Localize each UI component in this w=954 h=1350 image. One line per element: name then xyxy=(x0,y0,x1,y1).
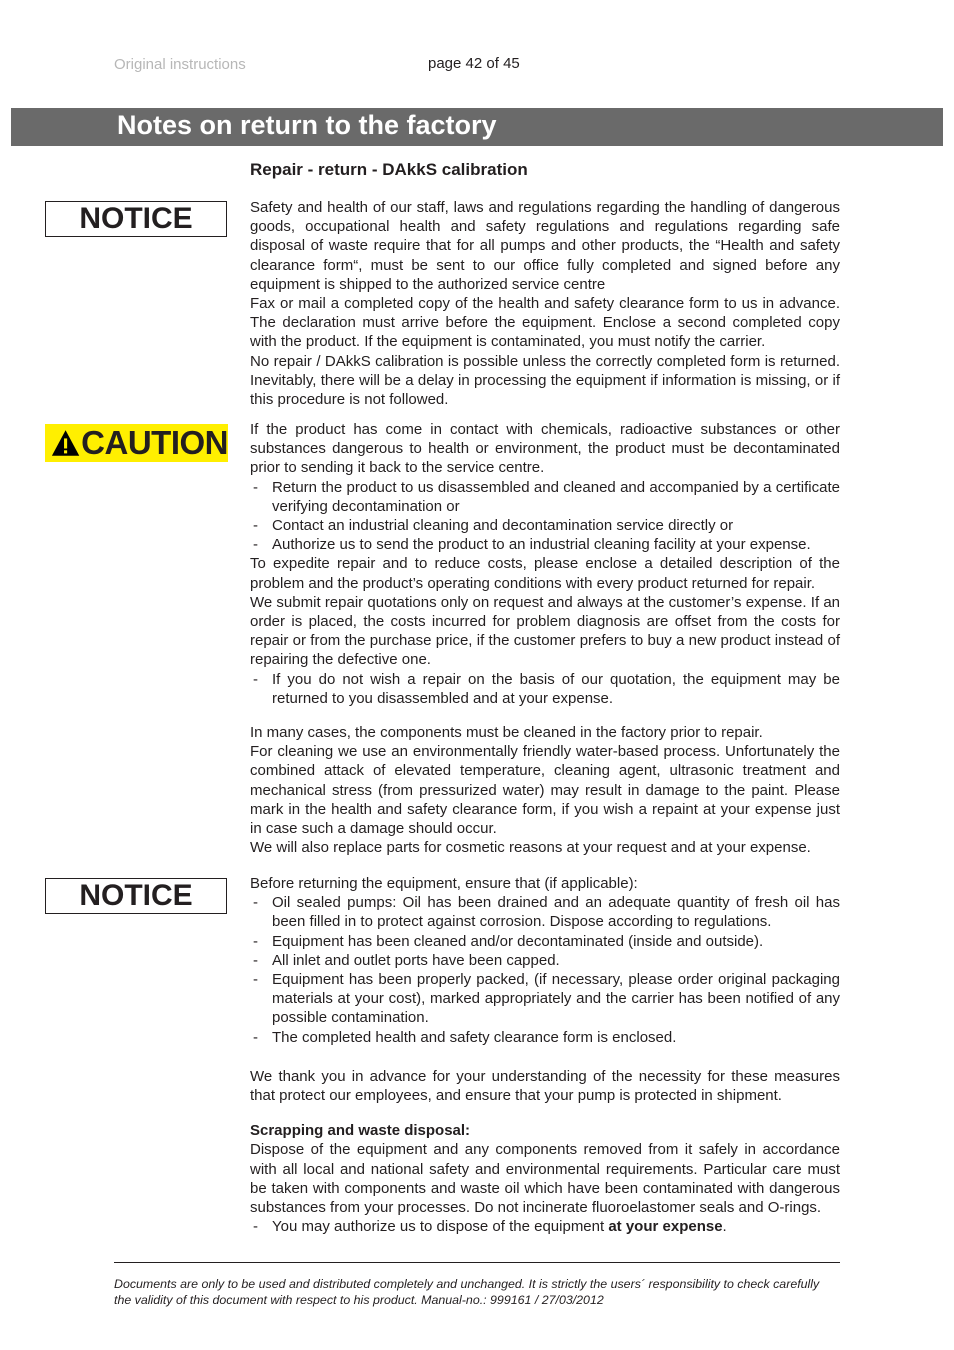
list xyxy=(250,1217,840,1236)
warning-triangle-icon xyxy=(51,428,80,458)
footer-line: the validity of this document with respect to his product. Manual-no.: 999161 / 27/03/2012 xyxy=(114,1293,604,1307)
section-subheading: Repair - return - DAkkS calibration xyxy=(250,160,528,179)
list-item: - The completed health and safety clearance form is enclosed. xyxy=(250,1028,840,1047)
paragraph: We will also replace parts for cosmetic reasons at your request and at your expense. xyxy=(250,839,811,857)
paragraph: Fax or mail a completed copy of the health and safety clearance form to us in advance. The declaration must arrive before the equipment. Enclose a second completed copy with the product. If the equipment is contaminated, you must notify the carrier. xyxy=(250,295,840,351)
paragraph: No repair / DAkkS calibration is possible unless the correctly completed form is returned. Inevitably, there will be a delay in processing the equipment if information is missing, or if this procedure is not followed. xyxy=(250,352,840,409)
list-item: - Equipment has been cleaned and/or decontaminated (inside and outside). xyxy=(250,932,840,951)
caution-label xyxy=(45,424,228,462)
list-item: - Return the product to us disassembled and cleaned and accompanied by a certificate verifying decontamination or xyxy=(250,478,840,516)
list-item xyxy=(250,1217,840,1236)
page-title: Notes on return to the factory xyxy=(117,110,497,140)
notice-label: NOTICE xyxy=(45,201,227,237)
header-left: Original instructions xyxy=(114,56,246,73)
paragraph: Before returning the equipment, ensure that (if applicable): xyxy=(250,875,638,892)
section-health-safety xyxy=(250,198,840,409)
section-decontamination xyxy=(250,420,840,857)
page-number: page 42 of 45 xyxy=(428,55,520,72)
list-item: - Oil sealed pumps: Oil has been drained and an adequate quantity of fresh oil has been filled in to protect against corrosion. Dispose according to regulations. xyxy=(250,893,840,931)
footer-line: Documents are only to be used and distributed completely and unchanged. It is strictly the users´ responsibility to check carefully xyxy=(114,1277,820,1291)
list-item-end: . xyxy=(722,1218,727,1236)
paragraph: If the product has come in contact with chemicals, radioactive substances or other substances dangerous to health or environment, the product must be decontaminated prior to sending it back to the service centre. xyxy=(250,421,840,477)
list-item-emphasis: at your expense xyxy=(608,1218,723,1236)
paragraph: Safety and health of our staff, laws and regulations regarding the handling of dangerous goods, occupational health and safety regulations and regulations regarding safe disposal of waste require that for all pumps and other products, the “Health and safety clearance form“, must be sent to our office fully completed and signed before any equipment is shipped to the authorized service centre xyxy=(250,199,840,293)
list xyxy=(250,670,840,708)
list xyxy=(250,478,840,555)
paragraph: To expedite repair and to reduce costs, please enclose a detailed description of the problem and the product’s operating conditions with every product returned for repair. xyxy=(250,555,840,592)
title-bar xyxy=(11,108,943,146)
notice-label-2: NOTICE xyxy=(45,878,227,914)
list-item: - All inlet and outlet ports have been capped. xyxy=(250,951,840,970)
caution-text: CAUTION xyxy=(81,424,228,461)
scrapping-heading: Scrapping and waste disposal: xyxy=(250,1122,471,1140)
paragraph: We submit repair quotations only on request and always at the customer’s expense. If an order is placed, the costs incurred for problem diagnosis are offset from the costs for repair or from the purchase price, if the customer prefers to buy a new product instead of repairing the defective one. xyxy=(250,593,840,669)
list-item: - Contact an industrial cleaning and decontamination service directly or xyxy=(250,516,840,535)
section-return-checklist xyxy=(250,874,840,1236)
paragraph: In many cases, the components must be cleaned in the factory prior to repair. xyxy=(250,724,763,742)
list-item: - If you do not wish a repair on the basis of our quotation, the equipment may be returned to you disassembled and at your expense. xyxy=(250,670,840,708)
list-item-text: You may authorize us to dispose of the equipment xyxy=(272,1218,609,1236)
paragraph: For cleaning we use an environmentally friendly water-based process. Unfortunately the combined attack of elevated temperature, cleaning agent, ultrasonic treatment and mechanical stress (from pressurized water) may result in damage to the paint. Please mark in the health and safety clearance form, if you wish a repaint at your expense just in case such a damage should occur. xyxy=(250,743,840,838)
list-item: - Equipment has been properly packed, (if necessary, please order original packaging materials at your cost), marked appropriately and the carrier has been notified of any possible contamination. xyxy=(250,970,840,1028)
paragraph: We thank you in advance for your understanding of the necessity for these measures that protect our employees, and ensure that your pump is protected in shipment. xyxy=(250,1067,840,1105)
checklist xyxy=(250,893,840,1047)
list-item: - Authorize us to send the product to an industrial cleaning facility at your expense. xyxy=(250,535,840,554)
paragraph: Dispose of the equipment and any components removed from it safely in accordance with all local and national safety and environmental requirements. Particular care must be taken with components and waste oil which have been contaminated with dangerous substances from your processes. Do not incinerate fluoroelastomer seals and O-rings. xyxy=(250,1141,840,1217)
footer xyxy=(114,1276,844,1308)
footer-divider xyxy=(114,1262,840,1263)
